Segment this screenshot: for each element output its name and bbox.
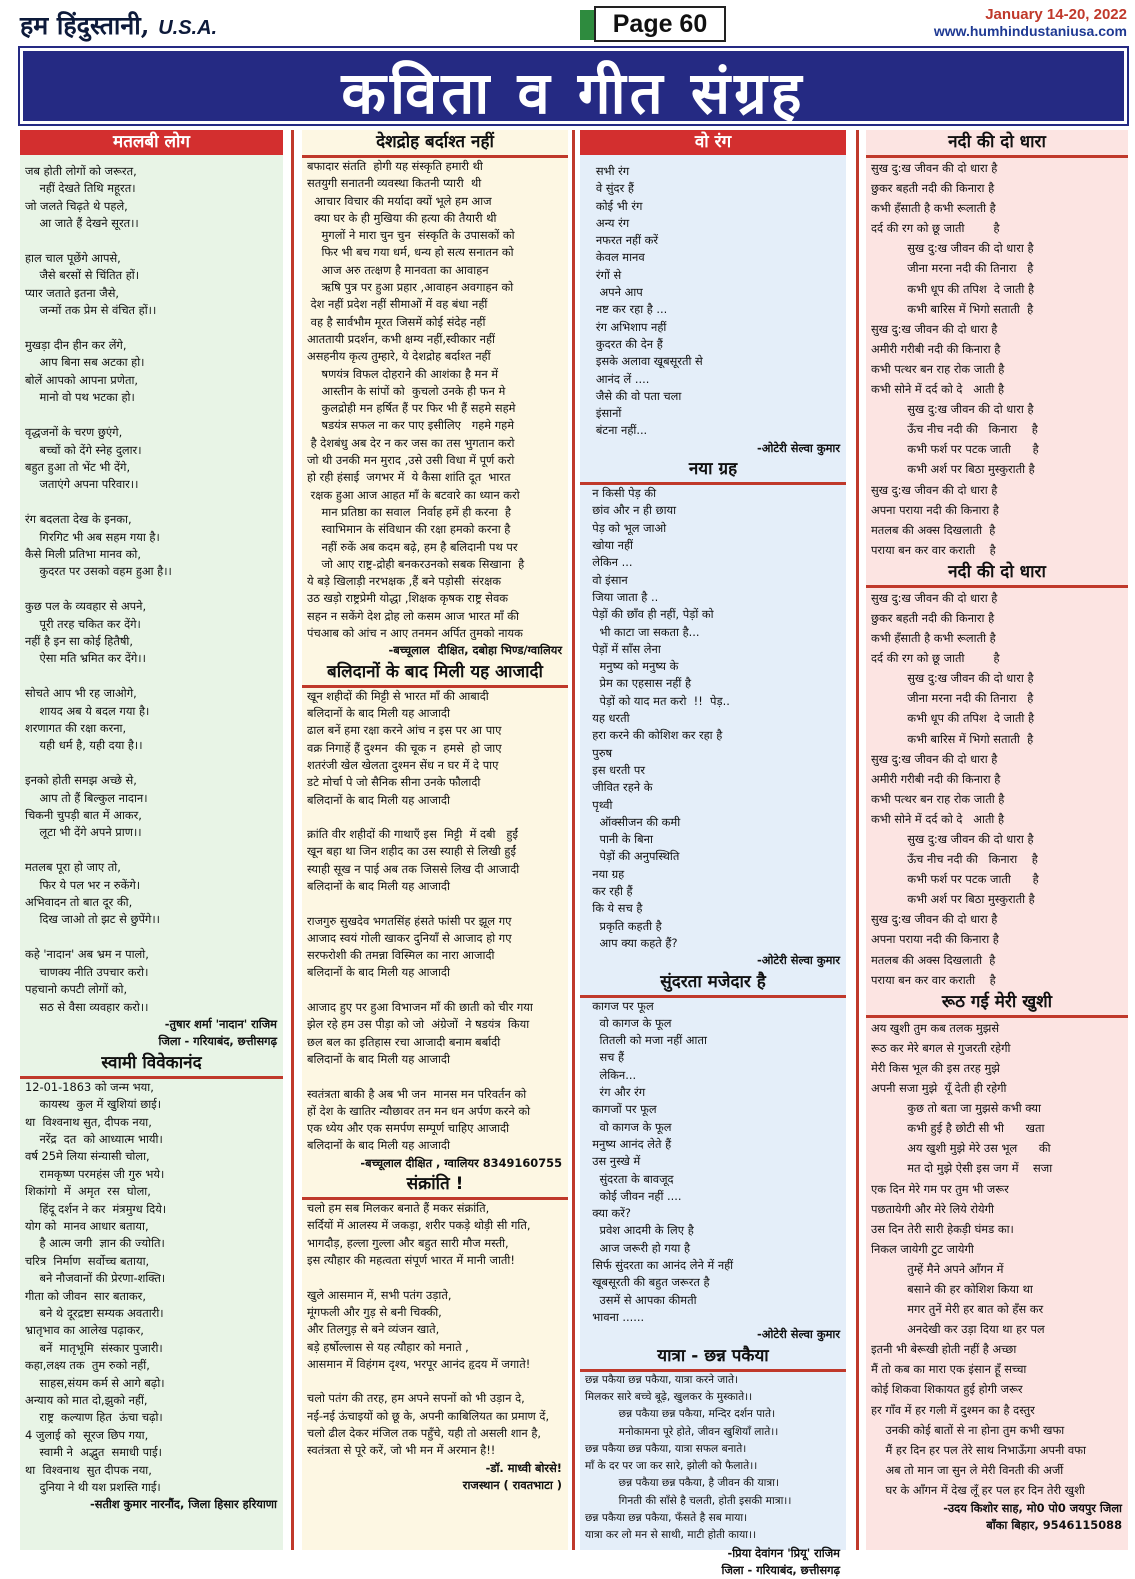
poem-text: सुख दु:ख जीवन की दो धारा है छुकर बहती नदी की किनारा है कभी हँसाती है कभी रूलाती है दर्द की रग को छू जाती है सुख दु:ख जीवन की दो धारा है जीना मरना नदी की तिनारा है कभी धूप की तपिश दे जाती है कभी बारिस में भिगो सताती है सुख दु:ख जीवन की दो धारा है अमीरी गरीबी नदी की किनारा है कभी पत्थर बन राह रोक जाती है कभी सोने में दर्द को दे आती है सुख दु:ख जीवन की दो धारा है ऊँच नीच नदी की किनारा है कभी फर्श पर पटक जाती है कभी अर्श पर बिठा मुस्कुराती है सुख दु:ख जीवन की दो धारा है अपना पराया नदी की किनारा है मतलब की अक्स दिखलाती है पराया बन कर वार कराती है: [871, 161, 1039, 557]
masthead: [20, 6, 1127, 42]
poem-text: अय खुशी तुम कब तलक मुझसे रूठ कर मेरे बगल से गुजरती रहेगी मेरी किस भूल की इस तरह मुझे अपनी सजा मुझे यूँ देती ही रहेगी कुछ तो बता जा मुझसे कभी क्या कभी हुई है छोटी सी भी खता अय खुशी मुझे मेरे उस भूल की मत दो मुझे ऐसी इस जग में सजा एक दिन मेरे गम पर तुम भी जरूर पछतायेगी और मेरे लिये रोयेगी उस दिन तेरी सारी हेकड़ी घंमड का। निकल जायेगी टुट जायेगी तुम्हें मैने अपने आँगन में बसाने की हर कोशिश किया था मगर तुनें मेरी हर बात को हँस कर अनदेखी कर उड़ा दिया था हर पल इतनी भी बेरूखी होती नहीं है अच्छा मैं तो कब का मारा एक इंसान हूँ सच्चा कोई शिकवा शिकायत हुई होगी जरूर हर गाँव में हर गली में दुश्मन का है दस्तुर उनकी कोई बातों से ना होना तुम कभी खफा मैं हर दिन हर पल तेरे साथ निभाऊँगा अपनी वफा अब तो मान जा सुन ले मेरी विनती की अर्जी घर के आँगन में देख लूँ हर पल हर दिन तेरी खुशी: [871, 1020, 1086, 1497]
website-link[interactable]: www.humhindustaniusa.com: [933, 23, 1127, 39]
poem-title: यात्रा - छन्न पकैया: [580, 1344, 846, 1372]
column-3: [580, 130, 846, 1577]
poem-text: बफादार संतति होगी यह संस्कृति हमारी थी सतयुगी सनातनी व्यवस्था कितनी प्यारी थी आचार विचार की मर्यादा क्यों भूले हम आज क्या घर के ही मुखिया की हत्या की तैयारी थी मुगलों ने मारा चुन चुन संस्कृति के उपासकों को फिर भी बच गया धर्म, धन्य हो सत्य सनातन को आज अरु तत्क्षण है मानवता का आवाहन ऋषि पुत्र पर हुआ प्रहार ,आवाहन अवगाहन को देश नहीं प्रदेश नहीं सीमाओं में वह बंधा नहीं वह है सार्वभौम मूरत जिसमें कोई संदेह नहीं आततायी प्रदर्शन, कभी क्षम्य नहीं,स्वीकार नहीं असहनीय कृत्य तुम्हारे, ये देशद्रोह बर्दाश्त नहीं षणयंत्र विफल दोहराने की आशंका है मन में आस्तीन के सांपों को कुचलो उनके ही फन मे कुलद्रोही मन हर्षित हैं पर फिर भी हैं सहमे सहमे षडयंत्र सफल ना कर पाए इसीलिए गहमे गहमे है देशबंधु अब देर न कर जस का तस भुगतान करो जो थी उनकी मन मुराद ,उसे उसी विधा में पूर्ण करो हो रही हंसाई जगभर में ये कैसा शांति दूत भारत रक्षक हुआ आज आहत माँ के बटवारे का ध्यान करो मान प्रतिष्ठा का सवाल निर्वाह हमें ही करना है स्वाभिमान के संविधान की रक्षा हमको करना है नहीं रुकें अब कदम बढ़े, हम है बलिदानी पथ पर जो आए राष्ट्र-द्रोही बनकरउनको सबक सिखाना है ये बड़े खिलाड़ी नरभक्षक ,हैं बने पड़ोसी संरक्षक उठ खड़ो राष्ट्रप्रेमी योद्धा ,शिक्षक कृषक राष्ट्र सेवक सहन न सकेंगे देश द्रोह लो कसम आज भारत माँ की पंचआब को आंच न आए तनमन अर्पित तुमको नायक: [307, 159, 525, 641]
page-number: Page 60: [612, 10, 708, 38]
masthead-info: [934, 6, 1127, 39]
paper-name-suffix: U.S.A.: [158, 17, 218, 39]
poem-credit: -डॉ. माध्वी बोरसे! राजस्थान ( रावतभाटा ): [462, 1460, 562, 1492]
page-number-box: [594, 6, 726, 42]
column-2: [302, 130, 568, 1550]
poem-text: न किसी पेड़ की छांव और न ही छाया पेड़ को भूल जाओ खोया नहीं लेकिन ... वो इंसान जिया जाता है .. पेड़ों की छाँव ही नहीं, पेड़ों को भी काटा जा सकता है... पेड़ों में साँस लेना मनुष्य को मनुष्य के प्रेम का एहसास नहीं है पेड़ों को याद मत करो !! पेड़.. यह धरती हरा करने की कोशिश कर रहा है पुरुष इस धरती पर जीवित रहने के पृथ्वी ऑक्सीजन की कमी पानी के बिना पेड़ों की अनुपस्थिति नया ग्रह कर रही हैं कि ये सच है प्रकृति कहती है आप क्या कहते हैं?: [592, 486, 730, 950]
poem-text: जब होती लोगों को जरूरत, नहीं देखते तिथि महूरत। जो जलते चिढ़ते थे पहले, आ जाते हैं देखने सूरत।। हाल चाल पूछेंगे आपसे, जैसे बरसों से चिंतित हों। प्यार जताते इतना जैसे, जन्मों तक प्रेम से वंचित हों।। मुखड़ा दीन हीन कर लेंगे, आप बिना सब अटका हो। बोलें आपको आपना प्रणेता, मानो वो पथ भटका हो। वृद्धजनों के चरण छुएंगे, बच्चों को देंगे स्नेह दुलार। बहुत हुआ तो भेंट भी देंगे, जताएंगे अपना परिवार।। रंग बदलता देख के इनका, गिरगिट भी अब सहम गया है। कैसे मिली प्रतिभा मानव को, कुदरत पर उसको वहम हुआ है।। कुछ पल के व्यवहार से अपने, पूरी तरह चकित कर देंगे। नहीं है इन सा कोई हितैषी, ऐसा मति भ्रमित कर देंगे।। सोचते आप भी रह जाओगे, शायद अब ये बदल गया है। शरणागत की रक्षा करना, यही धर्म है, यही दया है।। इनको होती समझ अच्छे से, आप तो हैं बिल्कुल नादान। चिकनी चुपड़ी बात में आकर, लूटा भी देंगे अपने प्राण।। मतलब पूरा हो जाए तो, फिर ये पल भर न रुकेंगे। अभिवादन तो बात दूर की, दिख जाओ तो झट से छुपेंगे।। कहे 'नादान' अब भ्रम न पालो, चाणक्य नीति उपचार करो। पहचानो कपटी लोगों को, सठ से वैसा व्यवहार करो।।: [25, 164, 172, 1014]
poem-text: छन्न पकैया छन्न पकैया, यात्रा करने जाते। मिलकर सारे बच्चे बूढ़े, खुलकर के मुस्काते।। छन्न पकैया छन्न पकैया, मन्दिर दर्शन पाते। मनोकामना पूरे होते, जीवन खुशियाँ लाते।। छन्न पकैया छन्न पकैया, यात्रा सफल बनाते। माँ के दर पर जा कर सारे, झोली को फैलाते।। छन्न पकैया छन्न पकैया, है जीवन की यात्रा। गिनती की साँसे है चलती, होती इसकी मात्रा।। छन्न पकैया छन्न पकैया, फँसते है सब माया। यात्रा कर लो मन से साथी, माटी होती काया।।: [585, 1373, 792, 1542]
paper-name-hindi: हम हिंदुस्तानी,: [20, 11, 150, 40]
column-1: [20, 130, 283, 1550]
poem-title: देशद्रोह बर्दाश्त नहीं: [302, 130, 568, 158]
poem-title: मतलबी लोग: [20, 130, 283, 155]
poem-title: सुंदरता मजेदार है: [580, 970, 846, 998]
poem-text: खून शहीदों की मिट्टी से भारत माँ की आबादी बलिदानों के बाद मिली यह आजादी ढाल बनें हमा रक्षा करने आंच न इस पर आ पाए वक्र निगाहें हैं दुश्मन की चूक न हमसे हो जाए शतरंजी खेल खेलता दुश्मन सेंध न घर में दे पाए डटे मोर्चा पे जो सैनिक सीना उनके फौलादी बलिदानों के बाद मिली यह आजादी क्रांति वीर शहीदों की गाथाएँ इस मिट्टी में दबी हुईं खून बहा था जिन शहीद का उस स्याही से लिखी हुईं स्याही सूख न पाई अब तक जिससे लिख दी आजादी बलिदानों के बाद मिली यह आजादी राजगुरु सुखदेव भगतसिंह हंसते फांसी पर झूल गए आजाद स्वयं गोली खाकर दुनियाँ से आजाद हो गए सरफरोशी की तमन्ना विस्मिल का नारा आजादी बलिदानों के बाद मिली यह आजादी आजाद हुए पर हुआ विभाजन माँ की छाती को चीर गया झेल रहे हम उस पीड़ा को जो अंग्रेजों ने षडयंत्र किया छल बल का इतिहास रचा आजादी बनाम बर्बादी बलिदानों के बाद मिली यह आजादी स्वतंत्रता बाकी है अब भी जन मानस मन परिवर्तन को हों देश के खातिर न्यौछावर तन मन धन अर्पण करने को एक ध्येय और एक समर्पण सम्पूर्ण चाहिए आजादी बलिदानों के बाद मिली यह आजादी: [307, 688, 533, 1153]
poem-text: 12-01-1863 को जन्म भया, कायस्थ कुल में खुशियां छाई। था विश्वनाथ सुत, दीपक नया, नरेंद्र दत को आध्यात्म भायी। वर्ष 25मे लिया संन्यासी चोला, रामकृष्ण परमहंस जी गुरु भये। शिकांगो में अमृत रस घोला, हिंदू दर्शन ने कर मंत्रमुग्ध दिये। योग को मानव आधार बताया, है आत्म जगी ज्ञान की ज्योति। चरित्र निर्माण सर्वोच्च बताया, बने नौजवानों की प्रेरणा-शक्ति। गीता को जीवन सार बताकर, बने थे दूरद्रष्टा सम्यक अवतारी। भ्रातृभाव का आलेख पढ़ाकर, बनें मातृभूमि संस्कार पुजारी। कहा,लक्ष्य तक तुम रुको नहीं, साहस,संयम कर्म से आगे बढ़ो। अन्याय को मात दो,झुको नहीं, राष्ट्र कल्याण हित ऊंचा चढ़ो। 4 जुलाई को सूरज छिप गया, स्वामी ने अद्भुत समाधी पाई। था विश्वनाथ सुत दीपक नया, दुनिया ने थी यश प्रशस्ति गाई।: [25, 1079, 167, 1495]
poem-text: चलो हम सब मिलकर बनाते हैं मकर संक्रांति, सर्दियों में आलस्य में जकड़ा, शरीर पकड़े थोड़ी सी गति, भागदौड़, हल्ला गुल्ला और बहुत सारी मौज मस्ती, इस त्यौहार की महत्वता संपूर्ण भारत में मानी जाती! खुले आसमान में, सभी पतंग उड़ाते, मूंगफली और गुड़ से बनी चिक्की, और तिलगुड़ से बने व्यंजन खाते, बड़े हर्षोल्लास से यह त्यौहार को मनाते , आसमान में विहंगम दृश्य, भरपूर आनंद हृदय में जगाते! चलो पतंग की तरह, हम अपने सपनों को भी उड़ान दे, नई-नई ऊंचाइयों को छू के, अपनी काबिलियत का प्रमाण दें, चलो ढील देकर मंजिल तक पहुँचे, यही तो असली शान है, स्वतंत्रता से पूरे करें, जो भी मन में अरमान है!!: [307, 1201, 550, 1458]
poem-credit: -ओटेरी सेल्वा कुमार: [757, 953, 840, 968]
poem-credit: -प्रिया देवांगन 'प्रियू' राजिम जिला - गरियाबंद, छत्तीसगढ़: [721, 1545, 840, 1577]
poem-title: नदी की दो धारा: [866, 560, 1128, 588]
column-divider: [856, 130, 859, 1550]
poem-credit: -उदय किशोर साह, मो0 पो0 जयपुर जिला बाँका बिहार, 9546115088: [943, 1501, 1122, 1533]
column-divider: [572, 130, 575, 1550]
poem-credit: -बच्चूलाल दीक्षित, दबोहा भिण्ड/ग्वालियर: [388, 643, 562, 658]
poem-title: वो रंग: [580, 130, 846, 155]
poem-title: नदी की दो धारा: [866, 130, 1128, 158]
masthead-name-area: [20, 6, 580, 42]
poem-credit: -ओटेरी सेल्वा कुमार: [757, 440, 840, 455]
poem-text: सुख दु:ख जीवन की दो धारा है छुकर बहती नदी की किनारा है कभी हँसाती है कभी रूलाती है दर्द की रग को छू जाती है सुख दु:ख जीवन की दो धारा है जीना मरना नदी की तिनारा है कभी धूप की तपिश दे जाती है कभी बारिस में भिगो सताती है सुख दु:ख जीवन की दो धारा है अमीरी गरीबी नदी की किनारा है कभी पत्थर बन राह रोक जाती है कभी सोने में दर्द को दे आती है सुख दु:ख जीवन की दो धारा है ऊँच नीच नदी की किनारा है कभी फर्श पर पटक जाती है कभी अर्श पर बिठा मुस्कुराती है सुख दु:ख जीवन की दो धारा है अपना पराया नदी की किनारा है मतलब की अक्स दिखलाती है पराया बन कर वार कराती है: [871, 590, 1039, 987]
poem-title: नया ग्रह: [580, 457, 846, 485]
poem-credit: -तुषार शर्मा 'नादान' राजिम जिला - गरियाबंद, छत्तीसगढ़: [158, 1016, 277, 1049]
poem-credit: -ओटेरी सेल्वा कुमार: [757, 1327, 840, 1342]
poem-text: सभी रंग वे सुंदर हैं कोई भी रंग अन्य रंग नफरत नहीं करें केवल मानव रंगों से अपने आप नष्ट कर रहा है ... रंग अभिशाप नहीं कुदरत की देन हैं इसके अलावा खूबसूरती से आनंद लें .... जैसे की वो पता चला इंसानों बंटना नहीं...: [595, 164, 703, 438]
section-banner: [20, 48, 1127, 127]
poem-text: कागज पर फूल वो कागज के फूल तितली को मजा नहीं आता सच हैं लेकिन... रंग और रंग कागजों पर फूल वो कागज के फूल मनुष्य आनंद लेते हैं उस नुस्खे में सुंदरता के बावजूद कोई जीवन नहीं .... क्या करें? प्रवेश आदमी के लिए है आज जरूरी हो गया है सिर्फ सुंदरता का आनंद लेने में नहीं खूबसूरती की बहुत जरूरत है उसमें से आपका कीमती भावना ......: [592, 998, 734, 1324]
poem-title: रूठ गई मेरी खुशी: [866, 990, 1128, 1018]
poem-credit: -बच्चूलाल दीक्षित , ग्वालियर 8349160755: [360, 1155, 562, 1170]
issue-date: January 14-20, 2022: [985, 6, 1127, 23]
column-4: [866, 130, 1128, 1550]
poem-title: संक्रांति !: [302, 1172, 568, 1200]
poem-credit: -सतीश कुमार नारनौंद, जिला हिसार हरियाणा: [90, 1497, 277, 1512]
banner-title: कविता व गीत संग्रह: [341, 59, 806, 127]
poem-title: बलिदानों के बाद मिली यह आजादी: [302, 660, 568, 688]
column-divider: [291, 130, 294, 1550]
poem-title: स्वामी विवेकानंद: [20, 1051, 283, 1079]
paper-name: [20, 8, 217, 42]
